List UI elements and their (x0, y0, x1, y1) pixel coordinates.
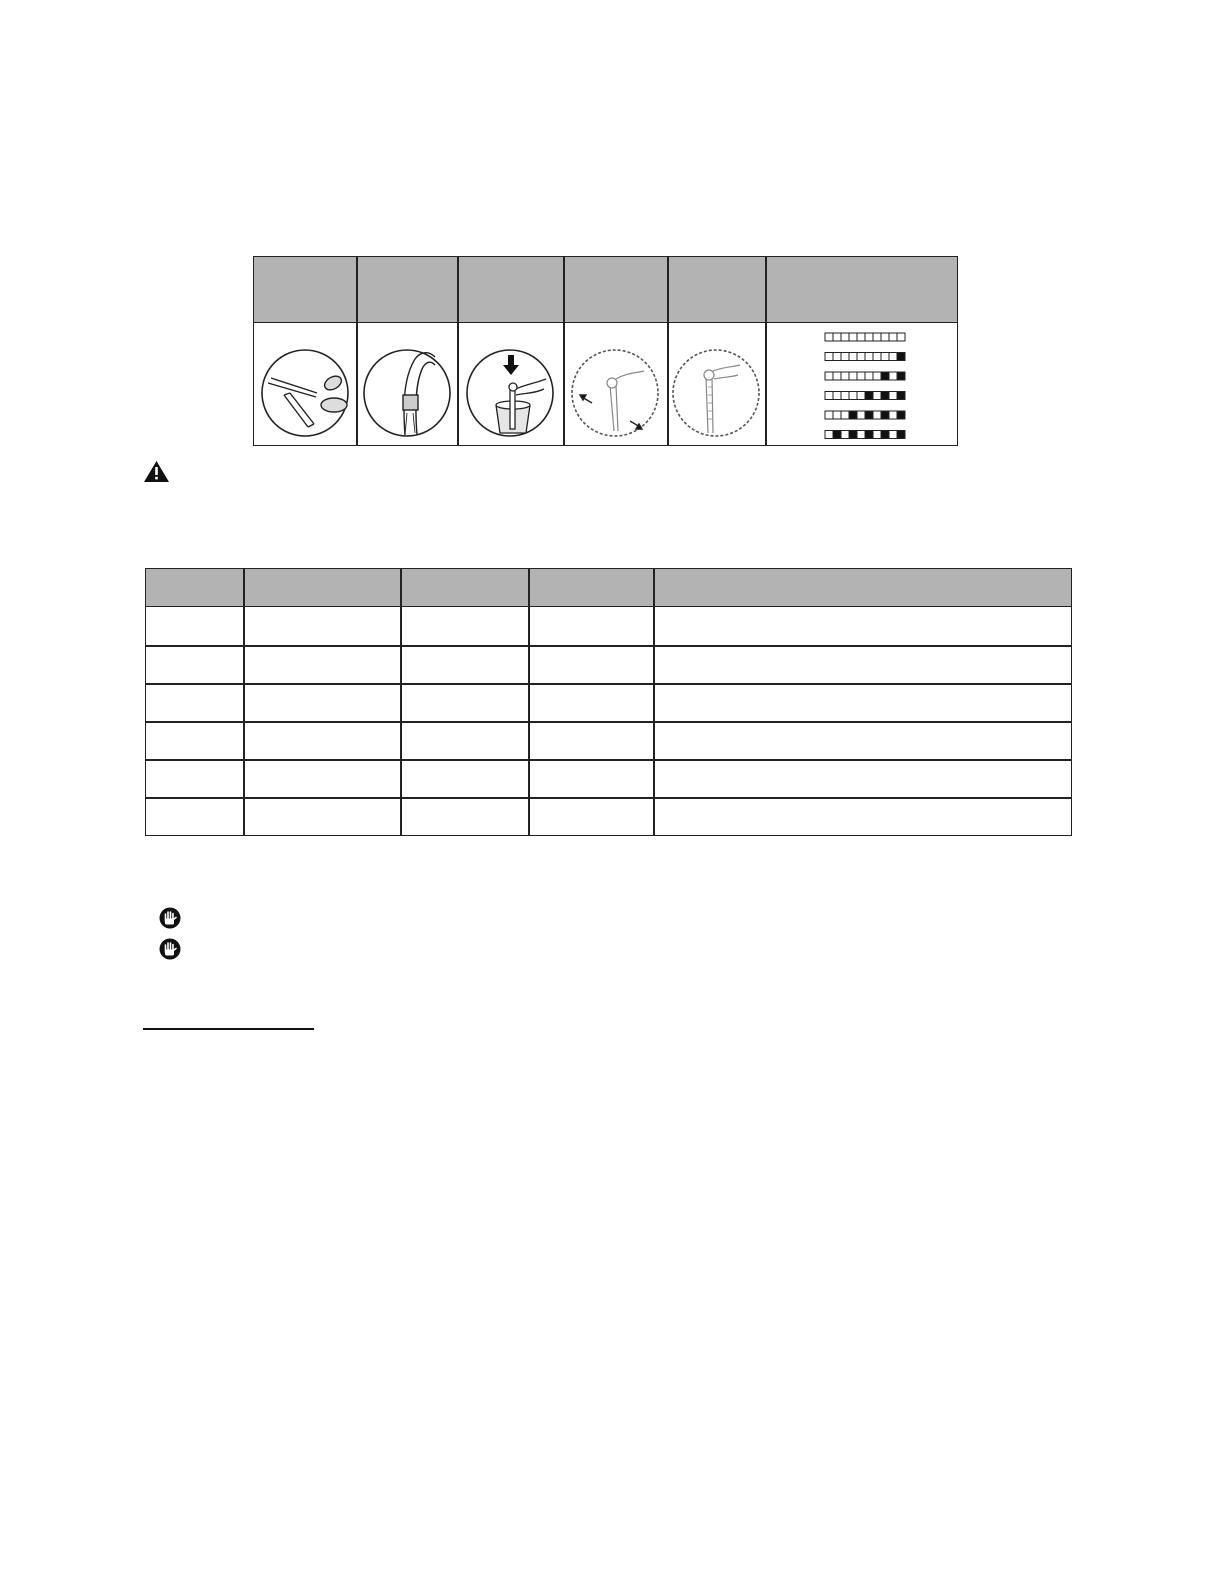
test-pad (833, 333, 841, 341)
test-pad (865, 411, 873, 419)
test-pad (889, 411, 897, 419)
column-divider (528, 569, 530, 835)
hand-icon (159, 937, 181, 966)
test-pad (889, 353, 897, 361)
test-pad (889, 372, 897, 380)
dip-strip-icon (458, 323, 563, 445)
test-pad (897, 372, 905, 380)
procedure-table (253, 256, 958, 446)
test-pad (897, 431, 905, 439)
test-pad (825, 411, 833, 419)
test-pad (897, 333, 905, 341)
test-pad (873, 392, 881, 400)
shake-strip-icon (564, 323, 667, 445)
test-pad (841, 353, 849, 361)
color-scale-row (825, 333, 905, 341)
test-pad (897, 353, 905, 361)
test-pad (873, 353, 881, 361)
test-pad (889, 431, 897, 439)
table-row (146, 797, 1071, 799)
scissors-icon (254, 323, 356, 445)
hose-icon (357, 323, 457, 445)
test-pad (849, 431, 857, 439)
color-scale-row (825, 431, 905, 439)
results-table (145, 568, 1072, 836)
test-pad (873, 411, 881, 419)
test-pad (865, 431, 873, 439)
test-pad (833, 372, 841, 380)
column-divider (653, 569, 655, 835)
test-pad (881, 392, 889, 400)
test-pad (881, 333, 889, 341)
test-pad (849, 353, 857, 361)
step-hold-strip (668, 323, 765, 445)
test-pad (865, 372, 873, 380)
table-row (146, 683, 1071, 685)
test-pad (825, 372, 833, 380)
table-row (146, 759, 1071, 761)
test-pad (849, 392, 857, 400)
test-pad (873, 333, 881, 341)
test-pad (873, 431, 881, 439)
test-pad (889, 392, 897, 400)
color-scale-row (825, 372, 905, 380)
hand-icon (159, 906, 181, 935)
step-dip-strip (458, 323, 563, 445)
step-cut-strip (254, 323, 356, 445)
step-shake-strip (564, 323, 667, 445)
test-pad (825, 431, 833, 439)
test-pad (881, 411, 889, 419)
test-pad (857, 353, 865, 361)
test-pad (881, 372, 889, 380)
test-pad (849, 372, 857, 380)
test-pad (825, 353, 833, 361)
color-scale-row (825, 411, 905, 419)
test-pad (849, 411, 857, 419)
results-table-header (146, 569, 1071, 607)
column-divider (243, 569, 245, 835)
test-pad (833, 392, 841, 400)
test-pad (881, 431, 889, 439)
test-pad (825, 333, 833, 341)
test-pad (841, 372, 849, 380)
test-pad (833, 431, 841, 439)
hold-strip-icon (668, 323, 765, 445)
test-pad (881, 353, 889, 361)
test-pad (849, 333, 857, 341)
test-pad (889, 333, 897, 341)
test-pad (897, 411, 905, 419)
test-pad (833, 411, 841, 419)
procedure-table-header (254, 257, 957, 323)
color-scale-row (825, 392, 905, 400)
test-pad (857, 372, 865, 380)
color-scale (766, 323, 957, 445)
test-pad (857, 411, 865, 419)
test-pad (857, 431, 865, 439)
step-tap-water (357, 323, 457, 445)
test-pad (873, 372, 881, 380)
color-scale-row (825, 353, 905, 361)
column-divider (400, 569, 402, 835)
section-heading-underline (143, 1028, 314, 1030)
test-pad (833, 353, 841, 361)
test-pad (841, 333, 849, 341)
test-pad (841, 392, 849, 400)
warning-icon (143, 460, 170, 488)
test-pad (841, 411, 849, 419)
test-pad (865, 392, 873, 400)
color-scale-icon (766, 323, 957, 445)
test-pad (857, 392, 865, 400)
test-pad (897, 392, 905, 400)
test-pad (857, 333, 865, 341)
table-row (146, 645, 1071, 647)
test-pad (865, 353, 873, 361)
table-row (146, 721, 1071, 723)
test-pad (825, 392, 833, 400)
test-pad (865, 333, 873, 341)
test-pad (841, 431, 849, 439)
